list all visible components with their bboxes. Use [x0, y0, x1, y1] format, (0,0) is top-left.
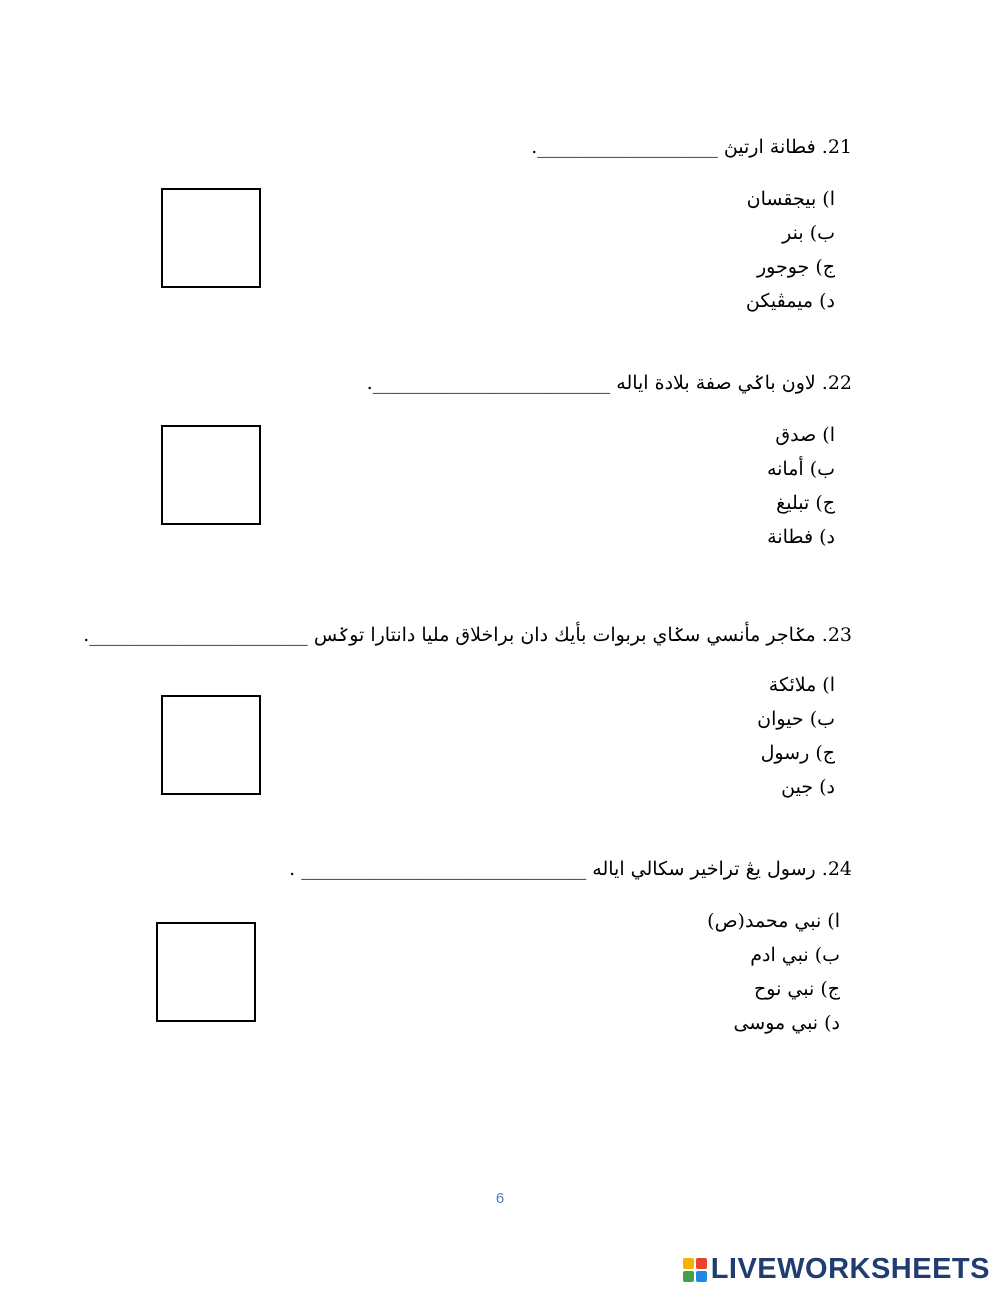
option-d: د) جين [781, 776, 835, 798]
liveworksheets-brand [683, 1253, 990, 1286]
question-stem: 21. فطانة ارتيڽ ___________________. [531, 136, 852, 158]
option-d: د) فطانة [767, 526, 835, 548]
question-stem: 23. مݢاجر مأنسي سݢاي بربوات بأيك دان براخلاق مليا دانتارا توݢس _______________________. [83, 624, 852, 646]
logo-square [696, 1271, 707, 1282]
options-list [757, 668, 835, 804]
logo-square [683, 1258, 694, 1269]
option-c: ج) تبليغ [776, 492, 835, 514]
question-stem: 24. رسول يڠ تراخير سكالي اياله ______________________________ . [289, 858, 852, 880]
option-b: ب) نبي ادم [750, 944, 840, 966]
option-c: ج) نبي نوح [754, 978, 840, 1000]
brand-name: LIVEWORKSHEETS [710, 1253, 990, 1285]
option-a: ا) نبي محمد(ص) [707, 910, 840, 932]
answer-box[interactable] [161, 188, 261, 288]
page-number: 6 [495, 1190, 505, 1207]
options-list [767, 418, 835, 554]
answer-box[interactable] [156, 922, 256, 1022]
option-c: ج) رسول [760, 742, 835, 764]
options-list [707, 904, 840, 1040]
option-d: د) نبي موسى [733, 1012, 840, 1034]
option-c: ج) جوجور [756, 256, 835, 278]
question-stem: 22. لاون باݢي صفة بلادة اياله _________________________. [366, 372, 852, 394]
liveworksheets-logo-icon [683, 1258, 707, 1282]
options-list [746, 182, 835, 318]
option-b: ب) بنر [782, 222, 835, 244]
logo-square [696, 1258, 707, 1269]
option-b: ب) أمانه [766, 458, 835, 480]
option-a: ا) ملائكة [768, 674, 835, 696]
option-b: ب) حيوان [757, 708, 835, 730]
option-a: ا) بيجقسان [746, 188, 835, 210]
logo-square [683, 1271, 694, 1282]
answer-box[interactable] [161, 695, 261, 795]
answer-box[interactable] [161, 425, 261, 525]
option-d: د) ميمڤيكن [745, 290, 835, 312]
option-a: ا) صدق [775, 424, 835, 446]
